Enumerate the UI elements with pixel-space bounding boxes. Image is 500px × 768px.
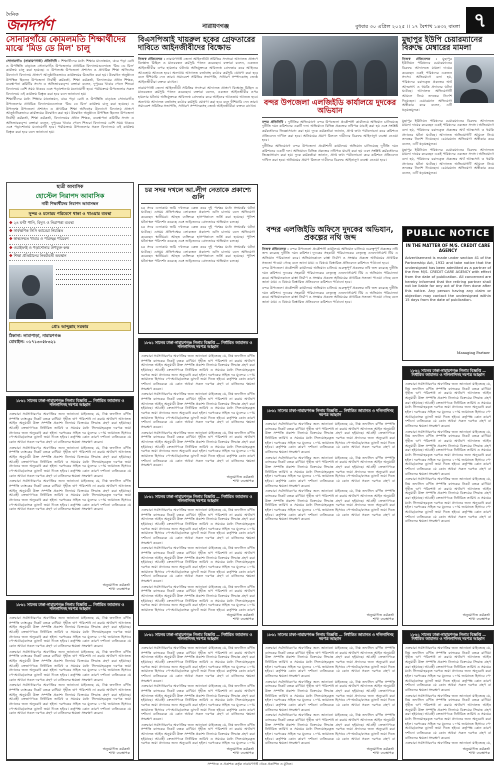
masthead xyxy=(6,4,494,34)
article-text-cont: নারায়ণগঞ্জ জেলা আইনজীবী সমিতির সদস্যরা আদালত প্রাঙ্গণে বিক্ষোভ মিছিল ও মানববন্ধন কর্মসূচি পালন করেছেন। বক্তারা বলেন, একজন আইনজীবীর ওপর হামলার ঘটনায় অভিযুক্তকে অবিলম্বে গ্রেফতার করে আইনের আওতায় আনতে হবে। অন্যথায় আদালত বর্জনসহ কঠোর কর্মসূচি ঘোষণা করা হবে বলে হুঁশিয়ারি দেন তারা। সমাবেশে সমিতির সভাপতি, সাধারণ সম্পাদকসহ জ্যেষ্ঠ আইনজীবীরা বক্তব্য রাখেন। xyxy=(138,85,258,109)
auction-notice xyxy=(402,630,494,760)
article-text: বন্দর উপজেলা প্রকৌশলী কার্যালয়ে অভিযান চালিয়ে গুরুত্বপূর্ণ প্রকল্পের নথি জব্দ করেছে দুর্নীতি দমন কমিশন। দুদকের সহকারী পরিচালকের নেতৃত্বে এনফোর্সমেন্ট টিম এ অভিযান পরিচালনা করে। অভিযানকালে রাস্তা নির্মাণ ও সংস্কার প্রকল্পে অনিয়মের প্রাথমিক সত্যতা পাওয়া গেছে বলে জানা যায়। এ বিষয়ে বিস্তারিত প্রতিবেদন কমিশনে পাঠানো হবে। xyxy=(262,246,398,265)
story-bandar-lged-2 xyxy=(262,226,398,401)
proprietor-photo xyxy=(9,265,53,319)
story-mid-day-meal xyxy=(6,36,134,178)
headline[interactable]: বিএসপিআই খায়রুল হকের গ্রেফতারের দাবিতে আইনজীবীদের বিক্ষোভ xyxy=(138,35,256,52)
notice-text: এতদ্বারা সর্বসাধারণের অবগতির জন্য জানানো যাইতেছে যে, নিম্ন তফসিল বর্ণিত সম্পত্তি ব্যাংকের নিকট বন্ধক রাখিয়া গৃহীত ঋণ পরিশোধ না করায় অর্থঋণ আদালত আইন অনুযায়ী উক্ত সম্পত্তি প্রকাশ্য নিলামে বিক্রয়ের সিদ্ধান্ত গ্রহণ করা হইয়াছে। আগ্রহী ক্রেতাগণকে নির্ধারিত তারিখ ও সময়ের মধ্যে সিলমোহরকৃত দরপত্র জমা প্রদানের জন্য অনুরোধ করা হইল। দরপত্রের সহিত দর মূল্যের ১০% জামানত হিসাবে পে-অর্ডার/ব্যাংক ড্রাফট জমা দিতে হইবে। কর্তৃপক্ষ কোন কারণ দর্শানো ব্যতিরেকে যে কোন অথবা সকল দরপত্র গ্রহণ বা বাতিলের ক্ষমতা সংরক্ষণ করেন। xyxy=(9,615,131,648)
notice-heading: ১৮৬১ সালের ঢাকা-নারায়ণগঞ্জ নিলাম বিজ্ঞপ্তি — নির্ধারিত জামানত ও দলিলাদিসহ দরপত্র আহ্বান xyxy=(403,631,493,644)
auction-notice xyxy=(262,630,398,760)
signatory-role: শাখা ব্যবস্থাপক xyxy=(468,751,490,756)
signatory-role: শাখা ব্যবস্থাপক xyxy=(468,617,490,622)
story-body xyxy=(262,247,398,397)
ad-feature: ❖ ২৪ ঘণ্টা পানি, বিদ্যুৎ ও নিরাপত্তা ব্যবস্থা xyxy=(9,220,131,228)
signatory-role: শাখা ব্যবস্থাপক xyxy=(108,751,130,756)
notice-text: এতদ্বারা সর্বসাধারণের অবগতির জন্য জানানো যাইতেছে যে, নিম্ন তফসিল বর্ণিত সম্পত্তি ব্যাংকের নিকট বন্ধক রাখিয়া গৃহীত ঋণ পরিশোধ না করায় অর্থঋণ আদালত আইন অনুযায়ী উক্ত সম্পত্তি প্রকাশ্য নিলামে বিক্রয়ের সিদ্ধান্ত গ্রহণ করা হইয়াছে। আগ্রহী ক্রেতাগণকে নির্ধারিত তারিখ ও সময়ের মধ্যে সিলমোহরকৃত দরপত্র জমা প্রদানের জন্য অনুরোধ করা হইল। দরপত্রের সহিত দর মূল্যের ১০% জামানত হিসাবে পে-অর্ডার/ব্যাংক ড্রাফট জমা দিতে হইবে। কর্তৃপক্ষ কোন কারণ দর্শানো ব্যতিরেকে যে কোন অথবা সকল দরপত্র গ্রহণ বা বাতিলের ক্ষমতা সংরক্ষণ করেন। xyxy=(405,381,491,428)
notice-heading: ১৮৬১ সালের ঢাকা-নারায়ণগঞ্জ নিলাম বিজ্ঞপ্তি — নির্ধারিত জামানত ও দলিলাদিসহ দরপত্র আহ্বান xyxy=(263,631,397,644)
notice-heading: ১৮৬১ সালের ঢাকা-নারায়ণগঞ্জ নিলাম বিজ্ঞপ্তি — নির্ধারিত জামানত ও দলিলাদিসহ দরপত্র আহ্বান xyxy=(7,601,133,614)
auction-notice xyxy=(402,366,494,626)
byline: নিজস্ব প্রতিবেদক : xyxy=(262,246,289,251)
story-char-shooting xyxy=(138,184,258,334)
article-text-cont-2: বন্দর উপজেলা প্রকৌশলী কার্যালয়ে অভিযান চালিয়ে গুরুত্বপূর্ণ প্রকল্পের নথি জব্দ করেছে দুর্নীতি দমন কমিশন। দুদকের সহকারী পরিচালকের নেতৃত্বে এনফোর্সমেন্ট টিম এ অভিযান পরিচালনা করে। অভিযানকালে রাস্তা নির্মাণ ও সংস্কার প্রকল্পে অনিয়মের প্রাথমিক সত্যতা পাওয়া গেছে বলে জানা যায়। এ বিষয়ে বিস্তারিত প্রতিবেদন কমিশনে পাঠানো হবে। xyxy=(262,286,398,305)
signatory-name: অনুমোদিত কর্মকর্তা xyxy=(462,612,490,617)
notice-text-cont: এতদ্বারা সর্বসাধারণের অবগতির জন্য জানানো যাইতেছে যে, নিম্ন তফসিল বর্ণিত সম্পত্তি ব্যাংকের নিকট বন্ধক রাখিয়া গৃহীত ঋণ পরিশোধ না করায় অর্থঋণ আদালত আইন অনুযায়ী উক্ত সম্পত্তি প্রকাশ্য নিলামে বিক্রয়ের সিদ্ধান্ত গ্রহণ করা হইয়াছে। আগ্রহী ক্রেতাগণকে নির্ধারিত তারিখ ও সময়ের মধ্যে সিলমোহরকৃত দরপত্র জমা প্রদানের জন্য অনুরোধ করা হইল। দরপত্রের সহিত দর মূল্যের ১০% জামানত হিসাবে পে-অর্ডার/ব্যাংক ড্রাফট জমা দিতে হইবে। কর্তৃপক্ষ কোন কারণ দর্শানো ব্যতিরেকে যে কোন অথবা সকল দরপত্র গ্রহণ বা বাতিলের ক্ষমতা সংরক্ষণ করেন। xyxy=(9,649,131,682)
byline: নিজস্ব প্রতিবেদক : xyxy=(138,56,165,61)
notice-signature xyxy=(139,746,257,758)
article-text: দুর্নীতির অভিযোগে বন্দর উপজেলা প্রকৌশলী কার্যালয়ে অভিযান চালিয়েছে দুর্নীতি দমন কমিশনের একটি দল। অভিযানে বিভিন্ন প্রকল্পের নথিপত্র যাচাই করা হয় এবং সংশ্লিষ্ট কর্মকর্তাদের জিজ্ঞাসাবাদ করা হয়। দুদক কর্মকর্তারা জানান, প্রাপ্ত তথ্য পর্যালোচনা করে কমিশনে প্রতিবেদন দাখিল করা হবে। অনিয়মের প্রমাণ মিললে দায়ীদের বিরুদ্ধে আইনানুগ ব্যবস্থা নেওয়া হবে। xyxy=(262,119,398,143)
signatory-name: অনুমোদিত কর্মকর্তা xyxy=(366,746,394,751)
public-notice xyxy=(402,226,494,361)
byline: সোনারগাঁও (নারায়ণগঞ্জ) প্রতিনিধি : xyxy=(6,58,60,63)
auction-notice xyxy=(262,406,398,626)
notice-text: এতদ্বারা সর্বসাধারণের অবগতির জন্য জানানো যাইতেছে যে, নিম্ন তফসিল বর্ণিত সম্পত্তি ব্যাংকের নিকট বন্ধক রাখিয়া গৃহীত ঋণ পরিশোধ না করায় অর্থঋণ আদালত আইন অনুযায়ী উক্ত সম্পত্তি প্রকাশ্য নিলামে বিক্রয়ের সিদ্ধান্ত গ্রহণ করা হইয়াছে। আগ্রহী ক্রেতাগণকে নির্ধারিত তারিখ ও সময়ের মধ্যে সিলমোহরকৃত দরপত্র জমা প্রদানের জন্য অনুরোধ করা হইল। দরপত্রের সহিত দর মূল্যের ১০% জামানত হিসাবে পে-অর্ডার/ব্যাংক ড্রাফট জমা দিতে হইবে। কর্তৃপক্ষ কোন কারণ দর্শানো ব্যতিরেকে যে কোন অথবা সকল দরপত্র গ্রহণ বা বাতিলের ক্ষমতা সংরক্ষণ করেন। xyxy=(405,645,491,692)
notice-text-cont-2: এতদ্বারা সর্বসাধারণের অবগতির জন্য জানানো যাইতেছে যে, নিম্ন তফসিল বর্ণিত সম্পত্তি ব্যাংকের নিকট বন্ধক রাখিয়া গৃহীত ঋণ পরিশোধ না করায় অর্থঋণ আদালত আইন অনুযায়ী উক্ত সম্পত্তি প্রকাশ্য নিলামে বিক্রয়ের সিদ্ধান্ত গ্রহণ করা হইয়াছে। আগ্রহী ক্রেতাগণকে নির্ধারিত তারিখ ও সময়ের মধ্যে সিলমোহরকৃত দরপত্র জমা প্রদানের জন্য অনুরোধ করা হইল। দরপত্রের সহিত দর মূল্যের ১০% জামানত হিসাবে পে-অর্ডার/ব্যাংক ড্রাফট জমা দিতে হইবে। কর্তৃপক্ষ কোন কারণ দর্শানো ব্যতিরেকে যে কোন অথবা সকল দরপত্র গ্রহণ বা বাতিলের ক্ষমতা সংরক্ষণ করেন। xyxy=(265,713,395,746)
hostel-advertisement xyxy=(6,182,134,392)
story-mushapur xyxy=(402,36,494,222)
article-text-cont: বন্দর উপজেলা প্রকৌশলী কার্যালয়ে অভিযান চালিয়ে গুরুত্বপূর্ণ প্রকল্পের নথি জব্দ করেছে দুর্নীতি দমন কমিশন। দুদকের সহকারী পরিচালকের নেতৃত্বে এনফোর্সমেন্ট টিম এ অভিযান পরিচালনা করে। অভিযানকালে রাস্তা নির্মাণ ও সংস্কার প্রকল্পে অনিয়মের প্রাথমিক সত্যতা পাওয়া গেছে বলে জানা যায়। এ বিষয়ে বিস্তারিত প্রতিবেদন কমিশনে পাঠানো হবে। xyxy=(262,266,398,285)
story-body-cont xyxy=(402,119,494,223)
public-notice-body: Advertisement is made under section 41 of the Partnership Act, 1932 and take notice that the undersigned has been admitted as a partner of the firm M/S. CREDIT CARE AGENCY with effect from the date of publication. All concerned are hereby informed that the retiring partner shall not be liable for any act of the firm done after this notice. Any person having any claim or objection may contact the undersigned within 15 days from the date of publication. xyxy=(405,256,491,303)
public-notice-title: PUBLIC NOTICE xyxy=(403,227,493,242)
notice-text-cont: এতদ্বারা সর্বসাধারণের অবগতির জন্য জানানো যাইতেছে যে, নিম্ন তফসিল বর্ণিত সম্পত্তি ব্যাংকের নিকট বন্ধক রাখিয়া গৃহীত ঋণ পরিশোধ না করায় অর্থঋণ আদালত আইন অনুযায়ী উক্ত সম্পত্তি প্রকাশ্য নিলামে বিক্রয়ের সিদ্ধান্ত গ্রহণ করা হইয়াছে। আগ্রহী ক্রেতাগণকে নির্ধারিত তারিখ ও সময়ের মধ্যে সিলমোহরকৃত দরপত্র জমা প্রদানের জন্য অনুরোধ করা হইল। দরপত্রের সহিত দর মূল্যের ১০% জামানত হিসাবে পে-অর্ডার/ব্যাংক ড্রাফট জমা দিতে হইবে। কর্তৃপক্ষ কোন কারণ দর্শানো ব্যতিরেকে যে কোন অথবা সকল দরপত্র গ্রহণ বা বাতিলের ক্ষমতা সংরক্ষণ করেন। xyxy=(405,693,491,740)
headline[interactable]: মুছাপুর ইউপি চেয়ারম্যানের বিরুদ্ধে মেম্বারের মামলা xyxy=(402,35,483,52)
notice-text-cont: এতদ্বারা সর্বসাধারণের অবগতির জন্য জানানো যাইতেছে যে, নিম্ন তফসিল বর্ণিত সম্পত্তি ব্যাংকের নিকট বন্ধক রাখিয়া গৃহীত ঋণ পরিশোধ না করায় অর্থঋণ আদালত আইন অনুযায়ী উক্ত সম্পত্তি প্রকাশ্য নিলামে বিক্রয়ের সিদ্ধান্ত গ্রহণ করা হইয়াছে। আগ্রহী ক্রেতাগণকে নির্ধারিত তারিখ ও সময়ের মধ্যে সিলমোহরকৃত দরপত্র জমা প্রদানের জন্য অনুরোধ করা হইল। দরপত্রের সহিত দর মূল্যের ১০% জামানত হিসাবে পে-অর্ডার/ব্যাংক ড্রাফট জমা দিতে হইবে। কর্তৃপক্ষ কোন কারণ দর্শানো ব্যতিরেকে যে কোন অথবা সকল দরপত্র গ্রহণ বা বাতিলের ক্ষমতা সংরক্ষণ করেন। xyxy=(265,679,395,712)
signatory-role: শাখা ব্যবস্থাপক xyxy=(372,617,394,622)
notice-text-cont: এতদ্বারা সর্বসাধারণের অবগতির জন্য জানানো যাইতেছে যে, নিম্ন তফসিল বর্ণিত সম্পত্তি ব্যাংকের নিকট বন্ধক রাখিয়া গৃহীত ঋণ পরিশোধ না করায় অর্থঋণ আদালত আইন অনুযায়ী উক্ত সম্পত্তি প্রকাশ্য নিলামে বিক্রয়ের সিদ্ধান্ত গ্রহণ করা হইয়াছে। আগ্রহী ক্রেতাগণকে নির্ধারিত তারিখ ও সময়ের মধ্যে সিলমোহরকৃত দরপত্র জমা প্রদানের জন্য অনুরোধ করা হইল। দরপত্রের সহিত দর মূল্যের ১০% জামানত হিসাবে পে-অর্ডার/ব্যাংক ড্রাফট জমা দিতে হইবে। কর্তৃপক্ষ কোন কারণ দর্শানো ব্যতিরেকে যে কোন অথবা সকল দরপত্র গ্রহণ বা বাতিলের ক্ষমতা সংরক্ষণ করেন। xyxy=(141,546,255,583)
notice-text-cont-2: এতদ্বারা সর্বসাধারণের অবগতির জন্য জানানো যাইতেছে যে, নিম্ন তফসিল বর্ণিত সম্পত্তি ব্যাংকের নিকট বন্ধক রাখিয়া গৃহীত ঋণ পরিশোধ না করায় অর্থঋণ আদালত আইন অনুযায়ী উক্ত সম্পত্তি প্রকাশ্য নিলামে বিক্রয়ের সিদ্ধান্ত গ্রহণ করা হইয়াছে। আগ্রহী ক্রেতাগণকে নির্ধারিত তারিখ ও সময়ের মধ্যে সিলমোহরকৃত দরপত্র জমা প্রদানের জন্য অনুরোধ করা হইল। দরপত্রের সহিত দর মূল্যের ১০% জামানত হিসাবে পে-অর্ডার/ব্যাংক ড্রাফট জমা দিতে হইবে। কর্তৃপক্ষ কোন কারণ দর্শানো ব্যতিরেকে যে কোন অথবা সকল দরপত্র গ্রহণ বা বাতিলের ক্ষমতা সংরক্ষণ করেন। xyxy=(405,477,491,524)
notice-heading: ১৮৬১ সালের ঢাকা-নারায়ণগঞ্জ নিলাম বিজ্ঞপ্তি — নির্ধারিত জামানত ও দলিলাদিসহ দরপত্র আহ্বান xyxy=(403,367,493,380)
section-name: নারায়ণগঞ্জ xyxy=(202,22,229,30)
article-text: শিক্ষার্থীদের মধ্যে শিক্ষার মানোন্নয়ন, ঝরে পড়া রোধ ও উপস্থিতি বাড়াতে সোনারগাঁও উপজেলার প্রাথমিক বিদ্যালয়গুলোতে 'মিড ডে মিল' কার্যক্রম চালু করা হয়েছে। এ উপলক্ষে উপজেলা প্রশাসন ও প্রাথমিক শিক্ষা অফিসের উদ্যোগে বিদ্যালয় প্রাঙ্গণে আনুষ্ঠানিকভাবে কার্যক্রমের উদ্বোধন করা হয়। উদ্বোধন অনুষ্ঠানে উপস্থিত ছিলেন উপজেলা নির্বাহী কর্মকর্তা, শিক্ষা কর্মকর্তা, বিদ্যালয়ের প্রধান শিক্ষক, ব্যবস্থাপনা কমিটির সদস্য ও অভিভাবকবৃন্দ। বক্তারা বলেন, দুপুরের খাবার পেলে শিশুরা বিদ্যালয়ে বেশি সময় থাকবে এবং পড়াশোনায় মনোযোগী হবে। পর্যায়ক্রমে উপজেলার সকল বিদ্যালয়ে এই কার্যক্রম বিস্তৃত করা হবে বলে জানানো হয়। xyxy=(6,58,134,96)
notice-body xyxy=(263,420,397,612)
logo-tag: দৈনিক xyxy=(6,11,19,18)
auction-notice xyxy=(138,630,258,760)
notice-text: এতদ্বারা সর্বসাধারণের অবগতির জন্য জানানো যাইতেছে যে, নিম্ন তফসিল বর্ণিত সম্পত্তি ব্যাংকের নিকট বন্ধক রাখিয়া গৃহীত ঋণ পরিশোধ না করায় অর্থঋণ আদালত আইন অনুযায়ী উক্ত সম্পত্তি প্রকাশ্য নিলামে বিক্রয়ের সিদ্ধান্ত গ্রহণ করা হইয়াছে। আগ্রহী ক্রেতাগণকে নির্ধারিত তারিখ ও সময়ের মধ্যে সিলমোহরকৃত দরপত্র জমা প্রদানের জন্য অনুরোধ করা হইল। দরপত্রের সহিত দর মূল্যের ১০% জামানত হিসাবে পে-অর্ডার/ব্যাংক ড্রাফট জমা দিতে হইবে। কর্তৃপক্ষ কোন কারণ দর্শানো ব্যতিরেকে যে কোন অথবা সকল দরপত্র গ্রহণ বা বাতিলের ক্ষমতা সংরক্ষণ করেন। xyxy=(141,507,255,545)
signatory-name: অনুমোদিত কর্মকর্তা xyxy=(226,474,254,479)
newspaper-logo[interactable]: জনদর্পণ xyxy=(6,16,54,34)
logo-block xyxy=(6,12,76,33)
story-bandar-lged xyxy=(262,36,398,222)
notice-text: এতদ্বারা সর্বসাধারণের অবগতির জন্য জানানো যাইতেছে যে, নিম্ন তফসিল বর্ণিত সম্পত্তি ব্যাংকের নিকট বন্ধক রাখিয়া গৃহীত ঋণ পরিশোধ না করায় অর্থঋণ আদালত আইন অনুযায়ী উক্ত সম্পত্তি প্রকাশ্য নিলামে বিক্রয়ের সিদ্ধান্ত গ্রহণ করা হইয়াছে। আগ্রহী ক্রেতাগণকে নির্ধারিত তারিখ ও সময়ের মধ্যে সিলমোহরকৃত দরপত্র জমা প্রদানের জন্য অনুরোধ করা হইল। দরপত্রের সহিত দর মূল্যের ১০% জামানত হিসাবে পে-অর্ডার/ব্যাংক ড্রাফট জমা দিতে হইবে। কর্তৃপক্ষ কোন কারণ দর্শানো ব্যতিরেকে যে কোন অথবা সকল দরপত্র গ্রহণ বা বাতিলের ক্ষমতা সংরক্ষণ করেন। xyxy=(265,421,395,454)
article-text: চর সদর এলাকায় জমি দখলকে কেন্দ্র করে দুই পক্ষের মধ্যে সংঘর্ষের ঘটনা ঘটেছে। এসময় প্রতিপক্ষের লোকজন প্রকাশ্যে গুলি চালায় বলে অভিযোগ করেছেন স্থানীয়রা। আহত ব্যক্তিকে হাসপাতালে ভর্তি করা হয়েছে। পুলিশ ঘটনাস্থল পরিদর্শন করেছে এবং জড়িতদের গ্রেফতারে অভিযান চলছে। xyxy=(141,205,255,224)
auction-notice xyxy=(138,492,258,626)
notice-body xyxy=(263,644,397,746)
notice-text-cont-2: এতদ্বারা সর্বসাধারণের অবগতির জন্য জানানো যাইতেছে যে, নিম্ন তফসিল বর্ণিত সম্পত্তি ব্যাংকের নিকট বন্ধক রাখিয়া গৃহীত ঋণ পরিশোধ না করায় অর্থঋণ আদালত আইন অনুযায়ী উক্ত সম্পত্তি প্রকাশ্য নিলামে বিক্রয়ের সিদ্ধান্ত গ্রহণ করা হইয়াছে। আগ্রহী ক্রেতাগণকে নির্ধারিত তারিখ ও সময়ের মধ্যে সিলমোহরকৃত দরপত্র জমা প্রদানের জন্য অনুরোধ করা হইল। দরপত্রের সহিত দর মূল্যের ১০% জামানত হিসাবে পে-অর্ডার/ব্যাংক ড্রাফট জমা দিতে হইবে। কর্তৃপক্ষ কোন কারণ দর্শানো ব্যতিরেকে যে কোন অথবা সকল দরপত্র গ্রহণ বা বাতিলের ক্ষমতা সংরক্ষণ করেন। xyxy=(141,430,255,468)
notice-text: এতদ্বারা সর্বসাধারণের অবগতির জন্য জানানো যাইতেছে যে, নিম্ন তফসিল বর্ণিত সম্পত্তি ব্যাংকের নিকট বন্ধক রাখিয়া গৃহীত ঋণ পরিশোধ না করায় অর্থঋণ আদালত আইন অনুযায়ী উক্ত সম্পত্তি প্রকাশ্য নিলামে বিক্রয়ের সিদ্ধান্ত গ্রহণ করা হইয়াছে। আগ্রহী ক্রেতাগণকে নির্ধারিত তারিখ ও সময়ের মধ্যে সিলমোহরকৃত দরপত্র জমা প্রদানের জন্য অনুরোধ করা হইল। দরপত্রের সহিত দর মূল্যের ১০% জামানত হিসাবে পে-অর্ডার/ব্যাংক ড্রাফট জমা দিতে হইবে। কর্তৃপক্ষ কোন কারণ দর্শানো ব্যতিরেকে যে কোন অথবা সকল দরপত্র গ্রহণ বা বাতিলের ক্ষমতা সংরক্ষণ করেন। xyxy=(9,411,131,444)
contact-name: প্রোঃ আব্দুল্লাহ সরকার xyxy=(9,322,131,331)
notice-heading: ১৮৬১ সালের ঢাকা-নারায়ণগঞ্জ নিলাম বিজ্ঞপ্তি — নির্ধারিত জামানত ও দলিলাদিসহ দরপত্র আহ্বান xyxy=(139,631,257,644)
notice-body xyxy=(7,410,133,582)
auction-notice xyxy=(6,600,134,760)
ad-feature: ❖ সার্বক্ষণিক সিসি ক্যামেরা নিয়ন্ত্রিত xyxy=(9,228,131,236)
headline[interactable]: চর সদর দখলে আ.লীগ নেতাকে প্রকাশ্যে গুলি xyxy=(145,186,251,201)
article-text-cont-2: মুছাপুর ইউনিয়ন পরিষদের চেয়ারম্যানের বিরুদ্ধে আদালতে মামলা দায়ের করেছেন একই পরিষদের একজন সদস্য। অভিযোগে বলা হয়, পরিষদের বরাদ্দকৃত প্রকল্পের অর্থ আত্মসাৎ ও হুমকি প্রদানের ঘটনা ঘটেছে। আদালত অভিযোগটি আমলে নিয়ে তদন্তের নির্দেশ দিয়েছেন। চেয়ারম্যান অভিযোগ অস্বীকার করে বলেন, এটি ষড়যন্ত্রমূলক। xyxy=(402,147,494,176)
notice-text-cont: এতদ্বারা সর্বসাধারণের অবগতির জন্য জানানো যাইতেছে যে, নিম্ন তফসিল বর্ণিত সম্পত্তি ব্যাংকের নিকট বন্ধক রাখিয়া গৃহীত ঋণ পরিশোধ না করায় অর্থঋণ আদালত আইন অনুযায়ী উক্ত সম্পত্তি প্রকাশ্য নিলামে বিক্রয়ের সিদ্ধান্ত গ্রহণ করা হইয়াছে। আগ্রহী ক্রেতাগণকে নির্ধারিত তারিখ ও সময়ের মধ্যে সিলমোহরকৃত দরপত্র জমা প্রদানের জন্য অনুরোধ করা হইল। দরপত্রের সহিত দর মূল্যের ১০% জামানত হিসাবে পে-অর্ডার/ব্যাংক ড্রাফট জমা দিতে হইবে। কর্তৃপক্ষ কোন কারণ দর্শানো ব্যতিরেকে যে কোন অথবা সকল দরপত্র গ্রহণ বা বাতিলের ক্ষমতা সংরক্ষণ করেন। xyxy=(141,684,255,721)
notice-text-cont: এতদ্বারা সর্বসাধারণের অবগতির জন্য জানানো যাইতেছে যে, নিম্ন তফসিল বর্ণিত সম্পত্তি ব্যাংকের নিকট বন্ধক রাখিয়া গৃহীত ঋণ পরিশোধ না করায় অর্থঋণ আদালত আইন অনুযায়ী উক্ত সম্পত্তি প্রকাশ্য নিলামে বিক্রয়ের সিদ্ধান্ত গ্রহণ করা হইয়াছে। আগ্রহী ক্রেতাগণকে নির্ধারিত তারিখ ও সময়ের মধ্যে সিলমোহরকৃত দরপত্র জমা প্রদানের জন্য অনুরোধ করা হইল। দরপত্রের সহিত দর মূল্যের ১০% জামানত হিসাবে পে-অর্ডার/ব্যাংক ড্রাফট জমা দিতে হইবে। কর্তৃপক্ষ কোন কারণ দর্শানো ব্যতিরেকে যে কোন অথবা সকল দরপত্র গ্রহণ বা বাতিলের ক্ষমতা সংরক্ষণ করেন। xyxy=(141,392,255,429)
ad-address: ঠিকানা: লামাপাড়া, নারায়ণগঞ্জ xyxy=(9,333,61,339)
signatory-name: অনুমোদিত কর্মকর্তা xyxy=(102,582,130,587)
signatory-name: অনুমোদিত কর্মকর্তা xyxy=(226,612,254,617)
notice-signature xyxy=(263,746,397,758)
public-notice-subtitle: IN THE MATTER OF M/S. CREDIT CARE AGENCY xyxy=(405,243,491,254)
notice-body xyxy=(403,380,493,612)
page-footer: সম্পাদক ও প্রকাশক কর্তৃক নারায়ণগঞ্জ থেকে প্রকাশিত ও মুদ্রিত। xyxy=(6,760,494,766)
signatory-name: অনুমোদিত কর্মকর্তা xyxy=(226,746,254,751)
notice-signature xyxy=(403,746,493,758)
notice-body xyxy=(403,644,493,746)
notice-text-cont: এতদ্বারা সর্বসাধারণের অবগতির জন্য জানানো যাইতেছে যে, নিম্ন তফসিল বর্ণিত সম্পত্তি ব্যাংকের নিকট বন্ধক রাখিয়া গৃহীত ঋণ পরিশোধ না করায় অর্থঋণ আদালত আইন অনুযায়ী উক্ত সম্পত্তি প্রকাশ্য নিলামে বিক্রয়ের সিদ্ধান্ত গ্রহণ করা হইয়াছে। আগ্রহী ক্রেতাগণকে নির্ধারিত তারিখ ও সময়ের মধ্যে সিলমোহরকৃত দরপত্র জমা প্রদানের জন্য অনুরোধ করা হইল। দরপত্রের সহিত দর মূল্যের ১০% জামানত হিসাবে পে-অর্ডার/ব্যাংক ড্রাফট জমা দিতে হইবে। কর্তৃপক্ষ কোন কারণ দর্শানো ব্যতিরেকে যে কোন অথবা সকল দরপত্র গ্রহণ বা বাতিলের ক্ষমতা সংরক্ষণ করেন। xyxy=(9,445,131,478)
ad-feature-list xyxy=(9,220,131,261)
notice-signature xyxy=(403,612,493,624)
notice-text: এতদ্বারা সর্বসাধারণের অবগতির জন্য জানানো যাইতেছে যে, নিম্ন তফসিল বর্ণিত সম্পত্তি ব্যাংকের নিকট বন্ধক রাখিয়া গৃহীত ঋণ পরিশোধ না করায় অর্থঋণ আদালত আইন অনুযায়ী উক্ত সম্পত্তি প্রকাশ্য নিলামে বিক্রয়ের সিদ্ধান্ত গ্রহণ করা হইয়াছে। আগ্রহী ক্রেতাগণকে নির্ধারিত তারিখ ও সময়ের মধ্যে সিলমোহরকৃত দরপত্র জমা প্রদানের জন্য অনুরোধ করা হইল। দরপত্রের সহিত দর মূল্যের ১০% জামানত হিসাবে পে-অর্ডার/ব্যাংক ড্রাফট জমা দিতে হইবে। কর্তৃপক্ষ কোন কারণ দর্শানো ব্যতিরেকে যে কোন অথবা সকল দরপত্র গ্রহণ বা বাতিলের ক্ষমতা সংরক্ষণ করেন। xyxy=(141,645,255,683)
headline[interactable]: বন্দর এলজিইডি অফিসে দুদকের অভিযান, প্রকল্পের নথি জব্দ xyxy=(266,225,394,242)
story-body xyxy=(262,120,398,218)
notice-text: এতদ্বারা সর্বসাধারণের অবগতির জন্য জানানো যাইতেছে যে, নিম্ন তফসিল বর্ণিত সম্পত্তি ব্যাংকের নিকট বন্ধক রাখিয়া গৃহীত ঋণ পরিশোধ না করায় অর্থঋণ আদালত আইন অনুযায়ী উক্ত সম্পত্তি প্রকাশ্য নিলামে বিক্রয়ের সিদ্ধান্ত গ্রহণ করা হইয়াছে। আগ্রহী ক্রেতাগণকে নির্ধারিত তারিখ ও সময়ের মধ্যে সিলমোহরকৃত দরপত্র জমা প্রদানের জন্য অনুরোধ করা হইল। দরপত্রের সহিত দর মূল্যের ১০% জামানত হিসাবে পে-অর্ডার/ব্যাংক ড্রাফট জমা দিতে হইবে। কর্তৃপক্ষ কোন কারণ দর্শানো ব্যতিরেকে যে কোন অথবা সকল দরপত্র গ্রহণ বা বাতিলের ক্ষমতা সংরক্ষণ করেন। xyxy=(265,645,395,678)
notice-signature xyxy=(263,612,397,624)
signatory-name: অনুমোদিত কর্মকর্তা xyxy=(462,746,490,751)
article-text-cont: দুর্নীতির অভিযোগে বন্দর উপজেলা প্রকৌশলী কার্যালয়ে অভিযান চালিয়েছে দুর্নীতি দমন কমিশনের একটি দল। অভিযানে বিভিন্ন প্রকল্পের নথিপত্র যাচাই করা হয় এবং সংশ্লিষ্ট কর্মকর্তাদের জিজ্ঞাসাবাদ করা হয়। দুদক কর্মকর্তারা জানান, প্রাপ্ত তথ্য পর্যালোচনা করে কমিশনে প্রতিবেদন দাখিল করা হবে। অনিয়মের প্রমাণ মিললে দায়ীদের বিরুদ্ধে আইনানুগ ব্যবস্থা নেওয়া হবে। xyxy=(262,144,398,163)
ad-title[interactable]: হোস্টেল নিরাপদ আবাসিক xyxy=(35,191,105,200)
ad-phone[interactable]: মোবাইল: ০১৭১৩০৫৮৩২১ xyxy=(9,338,57,344)
story-body xyxy=(6,59,134,171)
byline: বন্দর প্রতিনিধি : xyxy=(262,119,287,124)
notice-text-cont-2: এতদ্বারা সর্বসাধারণের অবগতির জন্য জানানো যাইতেছে যে, নিম্ন তফসিল বর্ণিত সম্পত্তি ব্যাংকের নিকট বন্ধক রাখিয়া গৃহীত ঋণ পরিশোধ না করায় অর্থঋণ আদালত আইন অনুযায়ী উক্ত সম্পত্তি প্রকাশ্য নিলামে বিক্রয়ের সিদ্ধান্ত গ্রহণ করা হইয়াছে। আগ্রহী ক্রেতাগণকে নির্ধারিত তারিখ ও সময়ের মধ্যে সিলমোহরকৃত দরপত্র জমা প্রদানের জন্য অনুরোধ করা হইল। দরপত্রের সহিত দর মূল্যের ১০% xyxy=(141,722,255,746)
signatory-role: শাখা ব্যবস্থাপক xyxy=(372,751,394,756)
article-text-cont-2: চর সদর এলাকায় জমি দখলকে কেন্দ্র করে দুই পক্ষের মধ্যে সংঘর্ষের ঘটনা ঘটেছে। এসময় প্রতিপক্ষের লোকজন প্রকাশ্যে গুলি চালায় বলে অভিযোগ করেছেন স্থানীয়রা। আহত ব্যক্তিকে হাসপাতালে ভর্তি করা হয়েছে। পুলিশ ঘটনাস্থল পরিদর্শন করেছে এবং জড়িতদের গ্রেফতারে অভিযান চলছে। xyxy=(141,245,255,264)
notice-heading: ১৮৬১ সালের ঢাকা-নারায়ণগঞ্জ নিলাম বিজ্ঞপ্তি — নির্ধারিত জামানত ও দলিলাদিসহ দরপত্র আহ্বান xyxy=(139,493,257,506)
notice-text: এতদ্বারা সর্বসাধারণের অবগতির জন্য জানানো যাইতেছে যে, নিম্ন তফসিল বর্ণিত সম্পত্তি ব্যাংকের নিকট বন্ধক রাখিয়া গৃহীত ঋণ পরিশোধ না করায় অর্থঋণ আদালত আইন অনুযায়ী উক্ত সম্পত্তি প্রকাশ্য নিলামে বিক্রয়ের সিদ্ধান্ত গ্রহণ করা হইয়াছে। আগ্রহী ক্রেতাগণকে নির্ধারিত তারিখ ও সময়ের মধ্যে সিলমোহরকৃত দরপত্র জমা প্রদানের জন্য অনুরোধ করা হইল। দরপত্রের সহিত দর মূল্যের ১০% জামানত হিসাবে পে-অর্ডার/ব্যাংক ড্রাফট জমা দিতে হইবে। কর্তৃপক্ষ কোন কারণ দর্শানো ব্যতিরেকে যে কোন অথবা সকল দরপত্র গ্রহণ বা বাতিলের ক্ষমতা সংরক্ষণ করেন। xyxy=(141,353,255,391)
article-text: মুছাপুর ইউনিয়ন পরিষদের চেয়ারম্যানের বিরুদ্ধে আদালতে মামলা দায়ের করেছেন একই পরিষদের একজন সদস্য। অভিযোগে বলা হয়, পরিষদের বরাদ্দকৃত প্রকল্পের অর্থ আত্মসাৎ ও হুমকি প্রদানের ঘটনা ঘটেছে। আদালত অভিযোগটি আমলে নিয়ে তদন্তের নির্দেশ দিয়েছেন। চেয়ারম্যান অভিযোগ অস্বীকার করে বলেন, এটি ষড়যন্ত্রমূলক। xyxy=(402,56,452,113)
signatory-role: শাখা ব্যবস্থাপক xyxy=(232,751,254,756)
notice-body xyxy=(139,506,257,612)
auction-notice xyxy=(138,338,258,488)
story-body xyxy=(141,206,255,328)
ad-subtitle: নারী শিক্ষার্থীদের নিরাপদ আবাসস্থল xyxy=(41,200,99,206)
article-text: নারায়ণগঞ্জ জেলা আইনজীবী সমিতির সদস্যরা আদালত প্রাঙ্গণে বিক্ষোভ মিছিল ও মানববন্ধন কর্মসূচি পালন করেছেন। বক্তারা বলেন, একজন আইনজীবীর ওপর হামলার ঘটনায় অভিযুক্তকে অবিলম্বে গ্রেফতার করে আইনের আওতায় আনতে হবে। অন্যথায় আদালত বর্জনসহ কঠোর কর্মসূচি ঘোষণা করা হবে বলে হুঁশিয়ারি দেন তারা। সমাবেশে সমিতির সভাপতি, সাধারণ সম্পাদকসহ জ্যেষ্ঠ আইনজীবীরা বক্তব্য রাখেন। xyxy=(138,56,258,85)
signatory-role: শাখা ব্যবস্থাপক xyxy=(108,587,130,592)
article-text-cont: মুছাপুর ইউনিয়ন পরিষদের চেয়ারম্যানের বিরুদ্ধে আদালতে মামলা দায়ের করেছেন একই পরিষদের একজন সদস্য। অভিযোগে বলা হয়, পরিষদের বরাদ্দকৃত প্রকল্পের অর্থ আত্মসাৎ ও হুমকি প্রদানের ঘটনা ঘটেছে। আদালত অভিযোগটি আমলে নিয়ে তদন্তের নির্দেশ দিয়েছেন। চেয়ারম্যান অভিযোগ অস্বীকার করে বলেন, এটি ষড়যন্ত্রমূলক। xyxy=(402,118,494,147)
person-photo xyxy=(454,57,494,103)
headline[interactable]: সোনারগাঁয়ে কোমলমতি শিক্ষার্থীদের মাঝে 'মিড ডে মিল' চালু xyxy=(6,35,126,54)
ad-heading: ছাত্রী আবাসিক xyxy=(56,185,84,190)
notice-signature xyxy=(7,582,133,594)
ad-banner: সুন্দর ও মনোরম পরিবেশে থাকা ও খাওয়ার ব্যবস্থা xyxy=(9,209,131,218)
story-photo xyxy=(262,36,398,96)
signatory-role: শাখা ব্যবস্থাপক xyxy=(232,617,254,622)
notice-text-cont: এতদ্বারা সর্বসাধারণের অবগতির জন্য জানানো যাইতেছে যে, নিম্ন তফসিল বর্ণিত সম্পত্তি ব্যাংকের নিকট বন্ধক রাখিয়া গৃহীত ঋণ পরিশোধ না করায় অর্থঋণ আদালত আইন অনুযায়ী উক্ত সম্পত্তি প্রকাশ্য নিলামে বিক্রয়ের সিদ্ধান্ত গ্রহণ করা হইয়াছে। আগ্রহী ক্রেতাগণকে নির্ধারিত তারিখ ও সময়ের মধ্যে সিলমোহরকৃত দরপত্র জমা প্রদানের জন্য অনুরোধ করা হইল। দরপত্রের সহিত দর মূল্যের ১০% জামানত হিসাবে পে-অর্ডার/ব্যাংক ড্রাফট জমা দিতে হইবে। কর্তৃপক্ষ কোন কারণ দর্শানো ব্যতিরেকে যে কোন অথবা সকল দরপত্র গ্রহণ বা বাতিলের ক্ষমতা সংরক্ষণ করেন। xyxy=(405,429,491,476)
signatory-name: অনুমোদিত কর্মকর্তা xyxy=(366,612,394,617)
notice-heading: ১৮৬১ সালের ঢাকা-নারায়ণগঞ্জ নিলাম বিজ্ঞপ্তি — নির্ধারিত জামানত ও দলিলাদিসহ দরপত্র আহ্বান xyxy=(139,339,257,352)
ad-feature: ❖ শিক্ষা প্রতিষ্ঠানের নিকটবর্তী অবস্থান xyxy=(9,253,131,261)
byline: নিজস্ব প্রতিবেদক : xyxy=(402,56,438,61)
page-number: ৭ xyxy=(466,7,494,33)
signatory-role: শাখা ব্যবস্থাপক xyxy=(232,479,254,484)
story-body xyxy=(402,57,452,117)
article-text-cont: চর সদর এলাকায় জমি দখলকে কেন্দ্র করে দুই পক্ষের মধ্যে সংঘর্ষের ঘটনা ঘটেছে। এসময় প্রতিপক্ষের লোকজন প্রকাশ্যে গুলি চালায় বলে অভিযোগ করেছেন স্থানীয়রা। আহত ব্যক্তিকে হাসপাতালে ভর্তি করা হয়েছে। পুলিশ ঘটনাস্থল পরিদর্শন করেছে এবং জড়িতদের গ্রেফতারে অভিযান চলছে। xyxy=(141,225,255,244)
notice-text-cont: এতদ্বারা সর্বসাধারণের অবগতির জন্য জানানো যাইতেছে যে, নিম্ন তফসিল বর্ণিত সম্পত্তি ব্যাংকের নিকট বন্ধক রাখিয়া গৃহীত ঋণ পরিশোধ না করায় অর্থঋণ আদালত আইন অনুযায়ী উক্ত সম্পত্তি প্রকাশ্য নিলামে বিক্রয়ের সিদ্ধান্ত গ্রহণ করা হইয়াছে। আগ্রহী ক্রেতাগণকে নির্ধারিত তারিখ ও সময়ের মধ্যে সিলমোহরকৃত দরপত্র জমা প্রদানের জন্য অনুরোধ করা হইল। দরপত্রের সহিত দর মূল্যের ১০% জামানত হিসাবে পে-অর্ডার/ব্যাংক ড্রাফট জমা দিতে হইবে। কর্তৃপক্ষ কোন কারণ দর্শানো ব্যতিরেকে যে কোন অথবা সকল দরপত্র গ্রহণ বা বাতিলের ক্ষমতা সংরক্ষণ করেন। xyxy=(265,455,395,488)
notice-text-cont-2: এতদ্বারা সর্বসাধারণের অবগতির জন্য জানানো যাইতেছে যে, xyxy=(405,741,491,746)
notice-text-cont-2: এতদ্বারা সর্বসাধারণের অবগতির জন্য জানানো যাইতেছে যে, নিম্ন তফসিল বর্ণিত সম্পত্তি ব্যাংকের নিকট বন্ধক রাখিয়া গৃহীত ঋণ পরিশোধ না করায় অর্থঋণ আদালত আইন অনুযায়ী উক্ত সম্পত্তি প্রকাশ্য নিলামে বিক্রয়ের সিদ্ধান্ত গ্রহণ করা হইয়াছে। আগ্রহী ক্রেতাগণকে নির্ধারিত তারিখ ও সময়ের মধ্যে সিলমোহরকৃত দরপত্র জমা প্রদানের জন্য অনুরোধ করা হইল। দরপত্রের সহিত দর মূল্যের ১০% জামানত হিসাবে পে-অর্ডার/ব্যাংক ড্রাফট জমা দিতে হইবে। কর্তৃপক্ষ কোন কারণ দর্শানো ব্যতিরেকে যে কোন অথবা সকল দরপত্র গ্রহণ বা বাতিলের ক্ষমতা সংরক্ষণ করেন। xyxy=(9,683,131,716)
ad-feature: ❖ স্বাস্থ্যসম্মত খাবার ও পরিচ্ছন্ন পরিবেশ xyxy=(9,236,131,244)
story-body xyxy=(138,57,258,149)
notice-signature xyxy=(139,474,257,486)
notice-signature xyxy=(139,612,257,624)
article-text-cont: শিক্ষার্থীদের মধ্যে শিক্ষার মানোন্নয়ন, ঝরে পড়া রোধ ও উপস্থিতি বাড়াতে সোনারগাঁও উপজেলার প্রাথমিক বিদ্যালয়গুলোতে 'মিড ডে মিল' কার্যক্রম চালু করা হয়েছে। এ উপলক্ষে উপজেলা প্রশাসন ও প্রাথমিক শিক্ষা অফিসের উদ্যোগে বিদ্যালয় প্রাঙ্গণে আনুষ্ঠানিকভাবে কার্যক্রমের উদ্বোধন করা হয়। উদ্বোধন অনুষ্ঠানে উপস্থিত ছিলেন উপজেলা নির্বাহী কর্মকর্তা, শিক্ষা কর্মকর্তা, বিদ্যালয়ের প্রধান শিক্ষক, ব্যবস্থাপনা কমিটির সদস্য ও অভিভাবকবৃন্দ। বক্তারা বলেন, দুপুরের খাবার পেলে শিশুরা বিদ্যালয়ে বেশি সময় থাকবে এবং পড়াশোনায় মনোযোগী হবে। পর্যায়ক্রমে উপজেলার সকল বিদ্যালয়ে এই কার্যক্রম বিস্তৃত করা হবে বলে জানানো হয়। xyxy=(6,97,134,134)
notice-text-cont-2: এতদ্বারা সর্বসাধারণের অবগতির জন্য জানানো যাইতেছে যে, নিম্ন তফসিল বর্ণিত সম্পত্তি ব্যাংকের নিকট বন্ধক রাখিয়া গৃহীত ঋণ পরিশোধ না করায় অর্থঋণ আদালত আইন অনুযায়ী উক্ত সম্পত্তি প্রকাশ্য নিলামে বিক্রয়ের সিদ্ধান্ত গ্রহণ করা হইয়াছে। আগ্রহী ক্রেতাগণকে নির্ধারিত তারিখ ও সময়ের মধ্যে সিলমোহরকৃত দরপত্র জমা প্রদানের জন্য অনুরোধ করা হইল। দরপত্রের সহিত দর মূল্যের ১০% জামানত হিসাবে পে-অর্ডার/ব্যাংক ড্রাফট জমা দিতে হইবে। কর্তৃপক্ষ কোন কারণ xyxy=(141,584,255,612)
ad-feature: ❖ ওয়াইফাই ও পড়াশোনার উপযুক্ত কক্ষ xyxy=(9,245,131,253)
public-notice-signature: Managing Partner xyxy=(456,351,490,356)
notice-text-cont-2: এতদ্বারা সর্বসাধারণের অবগতির জন্য জানানো যাইতেছে যে, নিম্ন তফসিল বর্ণিত সম্পত্তি ব্যাংকের নিকট বন্ধক রাখিয়া গৃহীত ঋণ পরিশোধ না করায় অর্থঋণ আদালত আইন অনুযায়ী উক্ত সম্পত্তি প্রকাশ্য নিলামে বিক্রয়ের সিদ্ধান্ত গ্রহণ করা হইয়াছে। আগ্রহী ক্রেতাগণকে নির্ধারিত তারিখ ও সময়ের মধ্যে সিলমোহরকৃত দরপত্র জমা প্রদানের জন্য অনুরোধ করা হইল। দরপত্রের সহিত দর মূল্যের ১০% জামানত হিসাবে পে-অর্ডার/ব্যাংক ড্রাফট জমা দিতে হইবে। কর্তৃপক্ষ কোন কারণ দর্শানো ব্যতিরেকে যে কোন অথবা সকল দরপত্র গ্রহণ বা বাতিলের ক্ষমতা সংরক্ষণ করেন। xyxy=(9,479,131,512)
notice-heading: ১৮৬১ সালের ঢাকা-নারায়ণগঞ্জ নিলাম বিজ্ঞপ্তি — নির্ধারিত জামানত ও দলিলাদিসহ দরপত্র আহ্বান xyxy=(263,407,397,420)
notice-body xyxy=(139,644,257,746)
auction-notice xyxy=(6,396,134,596)
notice-body xyxy=(7,614,133,746)
signatory-name: অনুমোদিত কর্মকর্তা xyxy=(102,746,130,751)
headline[interactable]: বন্দর উপজেলা এলজিইডি কার্যালয়ে দুদকের অভিযান xyxy=(263,98,397,115)
notice-heading: ১৮৬১ সালের ঢাকা-নারায়ণগঞ্জ নিলাম বিজ্ঞপ্তি — নির্ধারিত জামানত ও দলিলাদিসহ দরপত্র আহ্বান xyxy=(7,397,133,410)
notice-body xyxy=(139,352,257,474)
notice-text-cont-2: এতদ্বারা সর্বসাধারণের অবগতির জন্য জানানো যাইতেছে যে, নিম্ন তফসিল বর্ণিত সম্পত্তি ব্যাংকের নিকট বন্ধক রাখিয়া গৃহীত ঋণ পরিশোধ না করায় অর্থঋণ আদালত আইন অনুযায়ী উক্ত সম্পত্তি প্রকাশ্য নিলামে বিক্রয়ের সিদ্ধান্ত গ্রহণ করা হইয়াছে। আগ্রহী ক্রেতাগণকে নির্ধারিত তারিখ ও সময়ের মধ্যে সিলমোহরকৃত দরপত্র জমা প্রদানের জন্য অনুরোধ করা হইল। দরপত্রের সহিত দর মূল্যের ১০% জামানত হিসাবে পে-অর্ডার/ব্যাংক ড্রাফট জমা দিতে হইবে। কর্তৃপক্ষ কোন কারণ দর্শানো ব্যতিরেকে যে কোন অথবা সকল দরপত্র গ্রহণ বা বাতিলের ক্ষমতা সংরক্ষণ করেন। xyxy=(265,489,395,522)
notice-signature xyxy=(7,746,133,758)
dateline: বুধবার ৩০ এপ্রিল ২০২৫ ।। ১৭ বৈশাখ ১৪৩২ বাংলা xyxy=(355,23,460,30)
